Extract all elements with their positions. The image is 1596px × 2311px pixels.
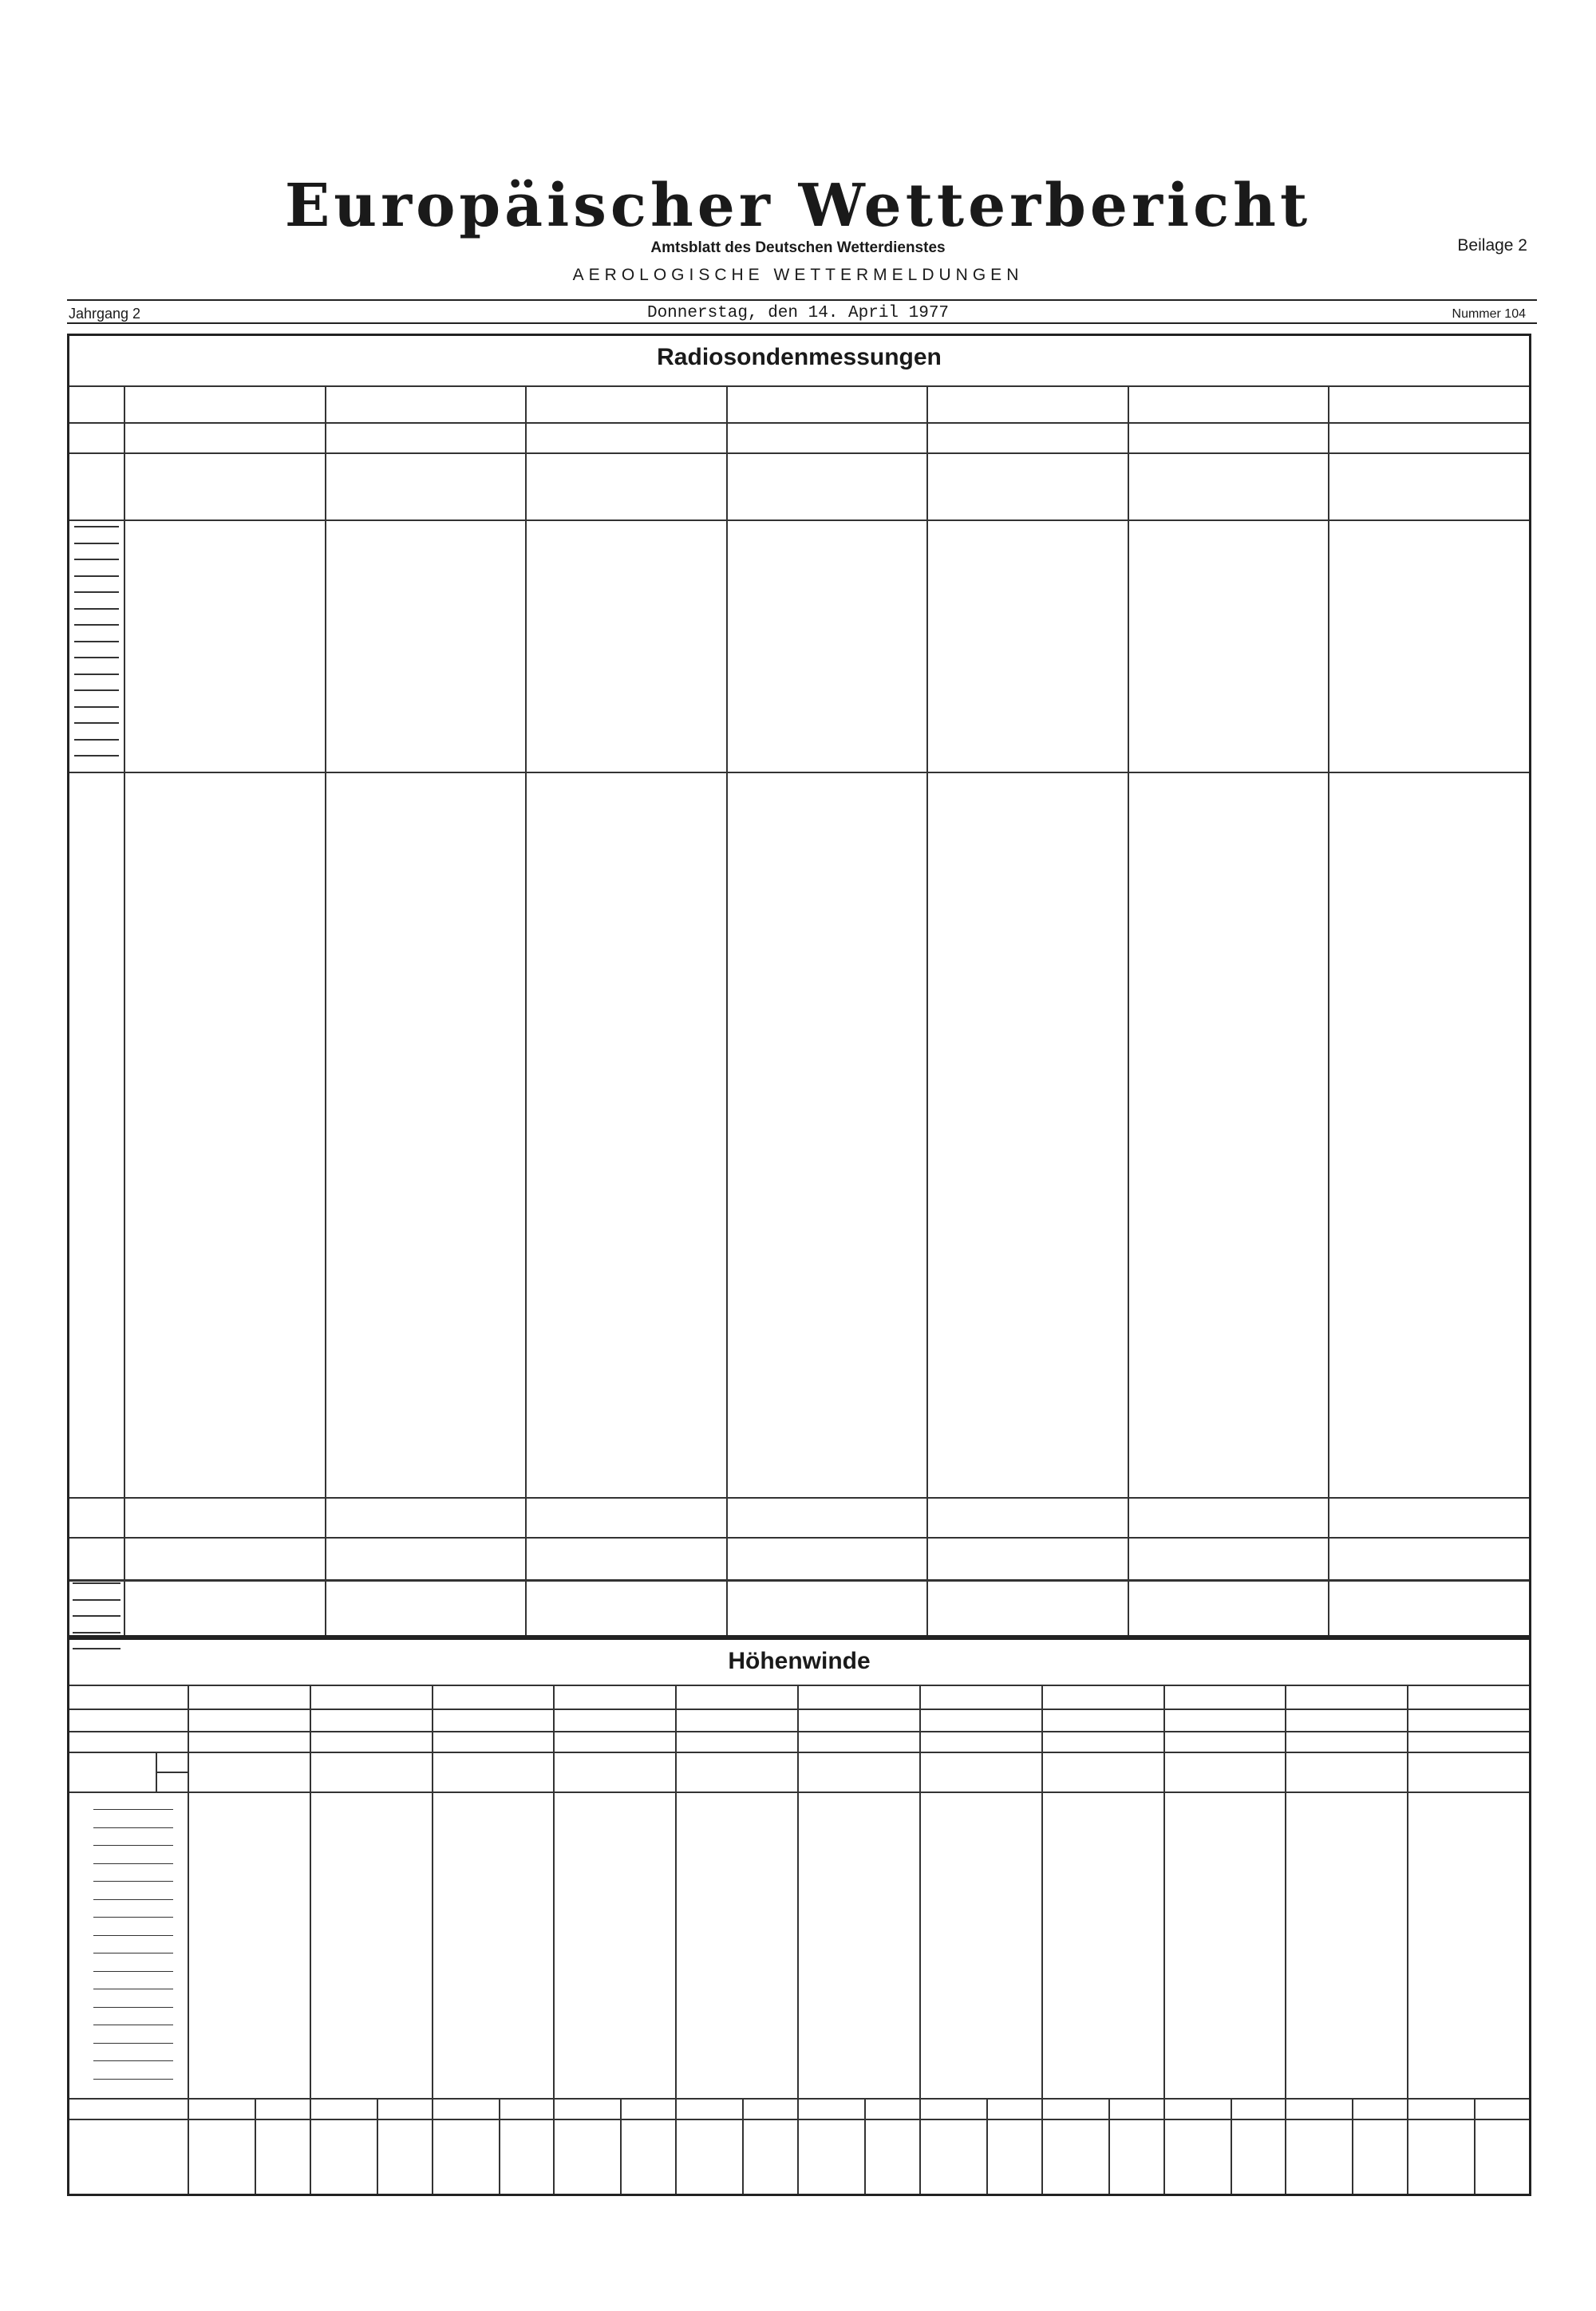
grid-line <box>1128 385 1129 1635</box>
hw-level-label <box>93 2079 173 2080</box>
hw-level-label <box>93 1845 173 1846</box>
grid-line <box>1108 2098 1110 2194</box>
grid-line <box>156 1772 188 1773</box>
hw-level-label <box>93 1971 173 1972</box>
maxwind-value <box>1331 1561 1526 1578</box>
grid-line <box>1407 1685 1408 2194</box>
hoehenwinde-title: Höhenwinde <box>728 1648 871 1674</box>
grid-line <box>1041 1685 1043 2194</box>
grid-line <box>797 1685 799 2194</box>
grid-line <box>675 1685 677 2194</box>
grid-line <box>986 2098 988 2194</box>
mb-level-label <box>74 674 119 675</box>
divider <box>67 322 1537 324</box>
hw-level-label <box>93 2007 173 2008</box>
grid-line <box>1474 2098 1476 2194</box>
mb-level-label <box>74 657 119 658</box>
divider <box>67 299 1537 301</box>
date-label: Donnerstag, den 14. April 1977 <box>646 304 950 322</box>
grid-line <box>69 1685 1529 1686</box>
grid-line <box>499 2098 500 2194</box>
grid-line <box>188 1685 189 2194</box>
mb-level-label <box>74 722 119 724</box>
grid-line <box>1163 1685 1165 2194</box>
grid-line <box>69 1792 1529 1793</box>
thickness-label <box>73 1615 120 1617</box>
mb-level-label <box>74 575 119 577</box>
hw-level-label <box>93 1809 173 1810</box>
grid-line <box>310 1685 311 2194</box>
mb-level-label <box>74 526 119 527</box>
grid-line <box>553 1685 555 2194</box>
grid-line <box>1285 1685 1286 2194</box>
grid-line <box>255 2098 256 2194</box>
beilage-label: Beilage 2 <box>1457 236 1527 255</box>
mb-level-label <box>74 706 119 708</box>
mb-level-label <box>74 591 119 593</box>
mb-level-label <box>74 739 119 741</box>
grid-line <box>69 772 1529 773</box>
subtitle: Amtsblatt des Deutschen Wetterdienstes <box>650 239 946 256</box>
jahrgang-label: Jahrgang 2 <box>69 306 141 322</box>
maxwind-value <box>328 1561 522 1578</box>
grid-line <box>69 2119 1529 2120</box>
grid-line <box>69 452 1529 454</box>
grid-line <box>926 385 928 1635</box>
hw-level-label <box>93 1935 173 1936</box>
grid-line <box>69 422 1529 424</box>
grid-line <box>726 385 728 1635</box>
grid-line <box>525 385 527 1635</box>
grid-line <box>69 1731 1529 1732</box>
grid-line <box>69 1579 1529 1582</box>
grid-line <box>124 385 125 1635</box>
grid-line <box>432 1685 433 2194</box>
mb-level-label <box>74 641 119 642</box>
grid-line <box>69 385 1529 387</box>
grid-line <box>69 519 1529 521</box>
maxwind-value <box>528 1561 723 1578</box>
mb-level-label <box>74 689 119 691</box>
mb-level-label <box>74 755 119 757</box>
maxwind-value <box>127 1561 322 1578</box>
thickness-label <box>73 1582 120 1584</box>
hw-level-label <box>93 2043 173 2044</box>
hw-level-label <box>93 1881 173 1882</box>
radiosonde-section <box>67 334 1531 1637</box>
maxwind-value <box>1131 1561 1325 1578</box>
grid-line <box>1352 2098 1353 2194</box>
hw-level-label <box>93 1917 173 1918</box>
grid-line <box>69 1537 1529 1539</box>
grid-line <box>620 2098 622 2194</box>
mb-level-label <box>74 543 119 544</box>
page-title: Europäischer Wetterbericht <box>284 172 1312 240</box>
hw-level-label <box>93 1899 173 1900</box>
mb-level-label <box>74 559 119 560</box>
hw-level-label <box>93 2060 173 2061</box>
hoehenwinde-section <box>67 1637 1531 2196</box>
mb-level-label <box>74 608 119 610</box>
grid-line <box>325 385 326 1635</box>
nummer-label: Nummer 104 <box>1452 307 1526 321</box>
thickness-label <box>73 1599 120 1601</box>
maxwind-value <box>729 1561 923 1578</box>
grid-line <box>377 2098 378 2194</box>
hw-level-label <box>93 1863 173 1864</box>
section-heading: AEROLOGISCHE WETTERMELDUNGEN <box>572 266 1024 284</box>
grid-line <box>919 1685 921 2194</box>
grid-line <box>69 1752 1529 1753</box>
grid-line <box>742 2098 744 2194</box>
thickness-label <box>73 1632 120 1634</box>
grid-line <box>1231 2098 1232 2194</box>
grid-line <box>69 2098 1529 2100</box>
hw-level-label <box>93 1827 173 1828</box>
radiosonde-title: Radiosondenmessungen <box>657 344 942 370</box>
grid-line <box>69 1497 1529 1499</box>
grid-line <box>1328 385 1329 1635</box>
mb-level-label <box>74 624 119 626</box>
grid-line <box>69 1709 1529 1710</box>
maxwind-value <box>930 1561 1124 1578</box>
grid-line <box>864 2098 866 2194</box>
